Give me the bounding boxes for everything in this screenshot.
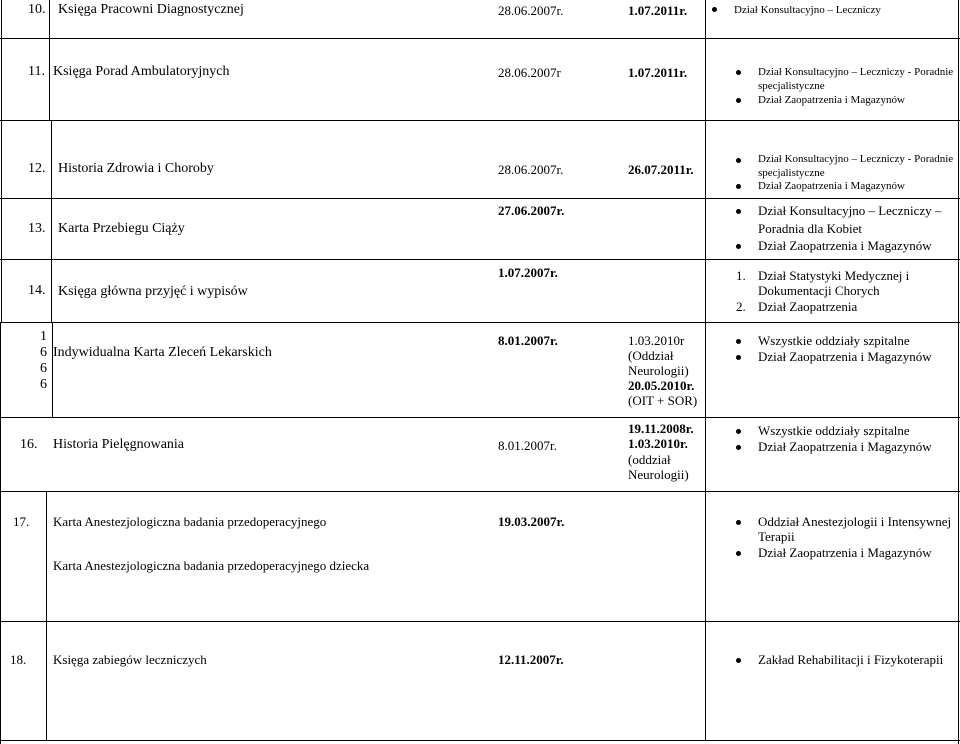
row-number: 16. xyxy=(20,437,38,452)
department: specjalistyczne xyxy=(758,80,825,92)
document-name: Historia Zdrowia i Choroby xyxy=(58,161,214,176)
department: Wszystkie oddziały szpitalne xyxy=(758,423,910,438)
bullet-icon xyxy=(736,209,741,214)
date-from: 1.07.2007r. xyxy=(498,265,558,280)
department: Dział Zaopatrzenia i Magazynów xyxy=(758,180,905,192)
row-number: 13. xyxy=(28,221,46,236)
date-from: 19.03.2007r. xyxy=(498,514,565,529)
bullet-icon xyxy=(736,429,741,434)
department: Dział Zaopatrzenia i Magazynów xyxy=(758,349,932,364)
bullet-icon xyxy=(736,658,741,663)
document-name-secondary: Karta Anestezjologiczna badania przedoperacyjnego dziecka xyxy=(53,558,370,573)
date-to: Neurologii) xyxy=(628,467,689,482)
date-to: 1.07.2011r. xyxy=(628,3,688,18)
date-to: (Oddział xyxy=(628,348,674,363)
row-number-digit: 1 xyxy=(40,329,47,344)
date-from: 8.01.2007r. xyxy=(498,333,558,348)
bullet-icon xyxy=(736,339,741,344)
department: Dokumentacji Chorych xyxy=(758,283,880,298)
date-to: (OIT + SOR) xyxy=(628,393,698,408)
department: Dział Konsultacyjno – Leczniczy xyxy=(734,4,881,16)
document-name: Historia Pielęgnowania xyxy=(53,437,185,452)
document-name: Księga Pracowni Diagnostycznej xyxy=(58,2,244,17)
document-name: Karta Anestezjologiczna badania przedoperacyjnego xyxy=(53,514,327,529)
bullet-icon xyxy=(736,551,741,556)
row-number: 10. xyxy=(28,2,46,17)
row-number: 17. xyxy=(13,514,30,529)
date-from: 8.01.2007r. xyxy=(498,438,557,453)
list-number: 1. xyxy=(736,268,746,283)
date-to: Neurologii) xyxy=(628,363,689,378)
date-to: 1.03.2010r. xyxy=(628,436,688,451)
document-name: Karta Przebiegu Ciąży xyxy=(58,221,185,236)
date-to: 1.03.2010r xyxy=(628,333,685,348)
department: Dział Zaopatrzenia i Magazynów xyxy=(758,545,932,560)
bullet-icon xyxy=(736,445,741,450)
department: Dział Statystyki Medycznej i xyxy=(758,268,910,283)
department: Dział Konsultacyjno – Leczniczy - Poradnie xyxy=(758,66,954,78)
department: Wszystkie oddziały szpitalne xyxy=(758,333,910,348)
department: Dział Konsultacyjno – Leczniczy - Poradnie xyxy=(758,153,954,165)
date-from: 12.11.2007r. xyxy=(498,652,564,667)
department: specjalistyczne xyxy=(758,167,825,179)
row-number-digit: 6 xyxy=(40,345,47,360)
row-number: 14. xyxy=(28,283,46,298)
date-to: 26.07.2011r. xyxy=(628,162,694,177)
department: Terapii xyxy=(758,529,795,544)
department: Dział Zaopatrzenia i Magazynów xyxy=(758,94,905,106)
list-number: 2. xyxy=(736,299,746,314)
date-to: 1.07.2011r. xyxy=(628,65,688,80)
department: Zakład Rehabilitacji i Fizykoterapii xyxy=(758,652,944,667)
bullet-icon xyxy=(736,70,741,75)
bullet-icon xyxy=(736,98,741,103)
bullet-icon xyxy=(736,158,741,163)
bullet-icon xyxy=(736,244,741,249)
row-number-digit: 6 xyxy=(40,377,47,392)
date-to: 20.05.2010r. xyxy=(628,378,695,393)
bullet-icon xyxy=(712,7,717,12)
row-number-digit: 6 xyxy=(40,361,47,376)
document-name: Indywidualna Karta Zleceń Lekarskich xyxy=(53,345,272,360)
department: Dział Zaopatrzenia i Magazynów xyxy=(758,439,932,454)
date-to: (oddział xyxy=(628,452,671,467)
document-name: Księga główna przyjęć i wypisów xyxy=(58,284,248,299)
date-from: 28.06.2007r xyxy=(498,65,561,80)
row-number: 11. xyxy=(28,64,45,79)
department: Dział Konsultacyjno – Leczniczy – xyxy=(758,203,942,218)
date-from: 27.06.2007r. xyxy=(498,203,565,218)
department: Dział Zaopatrzenia xyxy=(758,299,858,314)
bullet-icon xyxy=(736,184,741,189)
document-name: Księga Porad Ambulatoryjnych xyxy=(53,64,230,79)
date-to: 19.11.2008r. xyxy=(628,421,694,436)
department: Dział Zaopatrzenia i Magazynów xyxy=(758,238,932,253)
date-from: 28.06.2007r. xyxy=(498,3,564,18)
department: Oddział Anestezjologii i Intensywnej xyxy=(758,514,952,529)
date-from: 28.06.2007r. xyxy=(498,162,564,177)
row-number: 18. xyxy=(10,652,27,667)
document-name: Księga zabiegów leczniczych xyxy=(53,652,207,667)
bullet-icon xyxy=(736,355,741,360)
bullet-icon xyxy=(736,520,741,525)
department: Poradnia dla Kobiet xyxy=(758,221,862,236)
row-number: 12. xyxy=(28,161,46,176)
